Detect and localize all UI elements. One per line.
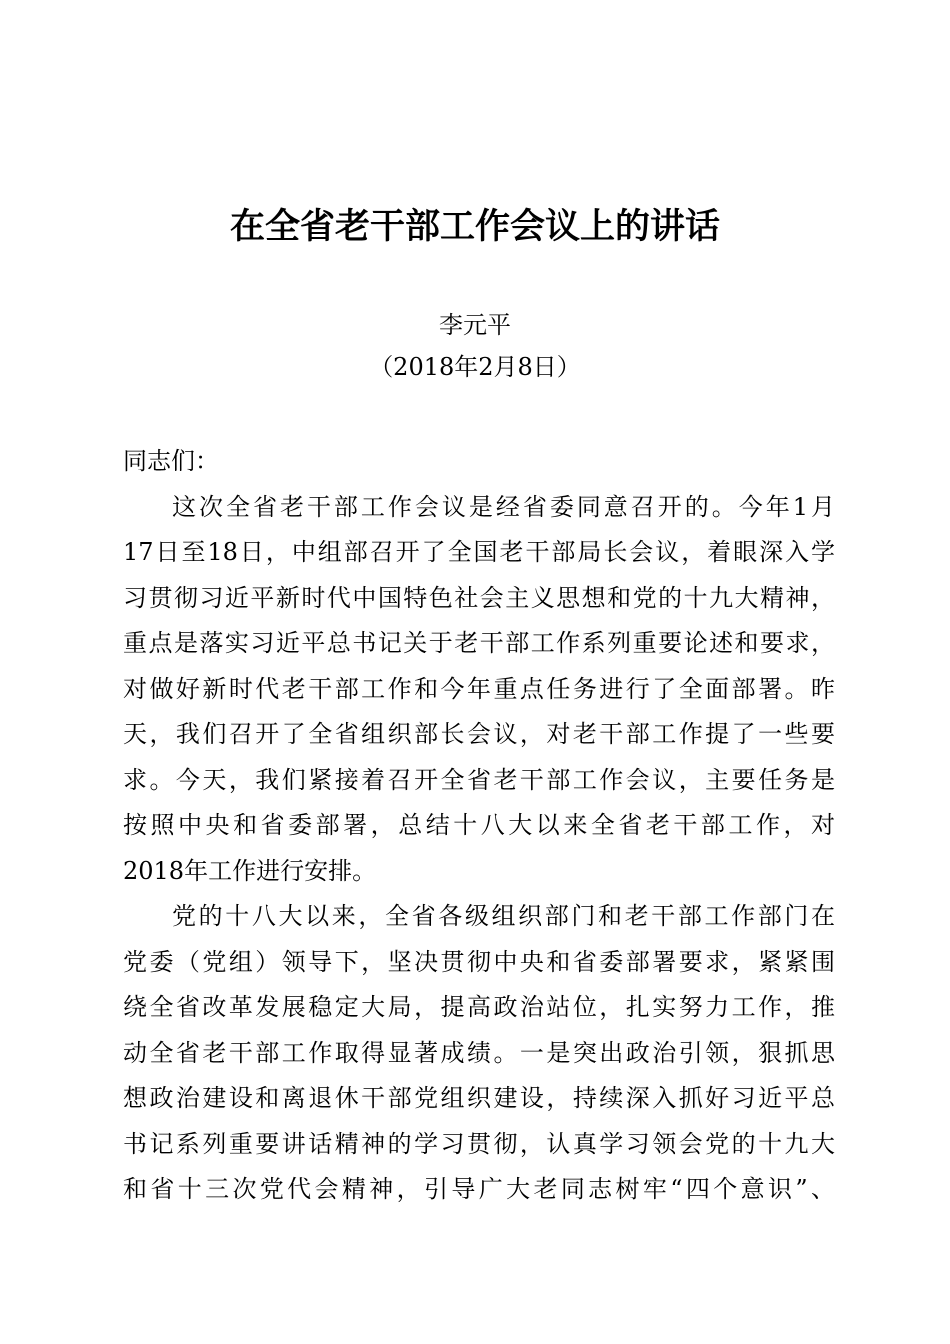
paragraph-line: 2018年工作进行安排。 — [123, 856, 377, 885]
paragraph-line: 绕全省改革发展稳定大局，提高政治站位，扎实努力工作，推 — [123, 993, 835, 1021]
paragraph-line: 习贯彻习近平新时代中国特色社会主义思想和党的十九大精神， — [123, 583, 835, 612]
speech-date: （2018年2月8日） — [369, 353, 581, 381]
paragraph-line: 党委（党组）领导下，坚决贯彻中央和省委部署要求，紧紧围 — [123, 947, 835, 976]
paragraph-line: 想政治建设和离退休干部党组织建设，持续深入抓好习近平总 — [123, 1084, 835, 1112]
paragraph-line: 17日至18日，中组部召开了全国老干部局长会议，着眼深入学 — [123, 538, 835, 566]
paragraph-line: 天，我们召开了全省组织部长会议，对老干部工作提了一些要 — [123, 720, 835, 748]
paragraph-line: 党的十八大以来，全省各级组织部门和老干部工作部门在 — [172, 902, 835, 930]
paragraph-1 — [123, 485, 835, 895]
document-title: 在全省老干部工作会议上的讲话 — [229, 207, 720, 247]
paragraph-line: 这次全省老干部工作会议是经省委同意召开的。今年1月 — [172, 492, 835, 521]
paragraph-line: 和省十三次党代会精神，引导广大老同志树牢“四个意识”、 — [123, 1175, 835, 1203]
salutation: 同志们： — [123, 447, 219, 475]
paragraph-line: 重点是落实习近平总书记关于老干部工作系列重要论述和要求， — [123, 629, 835, 657]
paragraph-2 — [123, 894, 835, 1213]
paragraph-line: 求。今天，我们紧接着召开全省老干部工作会议，主要任务是 — [123, 765, 835, 794]
author-name: 李元平 — [439, 311, 511, 339]
paragraph-line: 按照中央和省委部署，总结十八大以来全省老干部工作，对 — [123, 811, 835, 839]
paragraph-line: 对做好新时代老干部工作和今年重点任务进行了全面部署。昨 — [123, 674, 835, 703]
paragraph-line: 动全省老干部工作取得显著成绩。一是突出政治引领，狠抓思 — [123, 1038, 835, 1067]
paragraph-line: 书记系列重要讲话精神的学习贯彻，认真学习领会党的十九大 — [123, 1129, 835, 1158]
document-body — [123, 439, 835, 1213]
